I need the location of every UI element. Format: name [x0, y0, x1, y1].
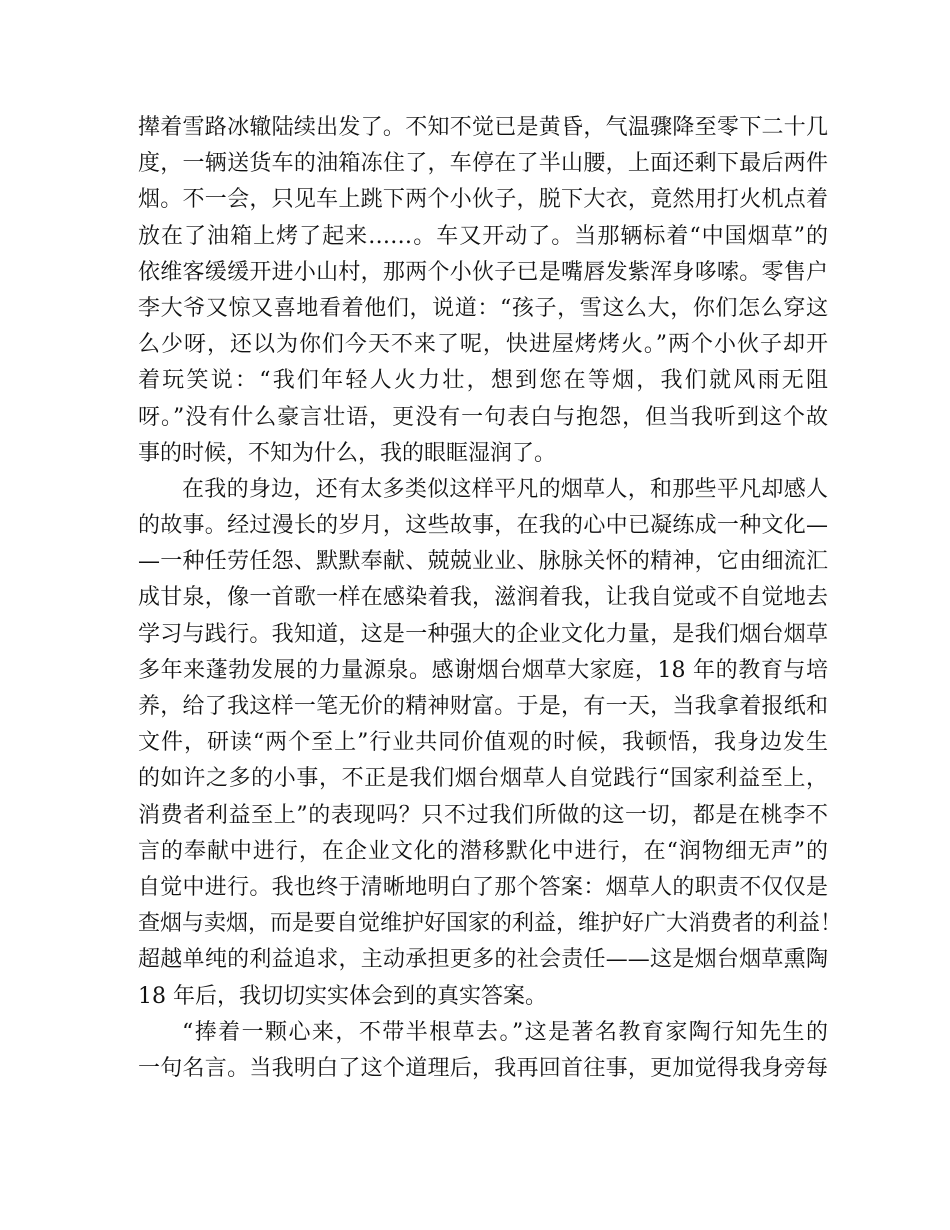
text-line: 18 年后，我切切实实体会到的真实答案。 [138, 983, 547, 1009]
text-line: 度，一辆送货车的油箱冻住了，车停在了半山腰，上面还剩下最后两件 [138, 151, 828, 177]
text-line: —一种任劳任怨、默默奉献、兢兢业业、脉脉关怀的精神，它由细流汇 [138, 549, 828, 575]
paragraph-first-line: 在我的身边，还有太多类似这样平凡的烟草人，和那些平凡却感人 [182, 476, 828, 502]
text-line: 言的奉献中进行，在企业文化的潜移默化中进行，在“润物细无声”的 [138, 838, 828, 864]
text-line: 自觉中进行。我也终于清晰地明白了那个答案：烟草人的职责不仅仅是 [138, 874, 828, 900]
text-line: 多年来蓬勃发展的力量源泉。感谢烟台烟草大家庭，18 年的教育与培 [138, 657, 828, 683]
text-line: 撵着雪路冰辙陆续出发了。不知不觉已是黄昏，气温骤降至零下二十几 [138, 115, 828, 140]
text-line: 着玩笑说：“我们年轻人火力壮，想到您在等烟，我们就风雨无阻 [138, 368, 828, 394]
text-line: 超越单纯的利益追求，主动承担更多的社会责任——这是烟台烟草熏陶 [138, 947, 828, 973]
text-line: 查烟与卖烟，而是要自觉维护好国家的利益，维护好广大消费者的利益！ [138, 911, 843, 937]
text-line: 放在了油箱上烤了起来……。车又开动了。当那辆标着“中国烟草”的 [138, 223, 828, 249]
text-line: 成甘泉，像一首歌一样在感染着我，滋润着我，让我自觉或不自觉地去 [138, 585, 828, 611]
text-line: 学习与践行。我知道，这是一种强大的企业文化力量，是我们烟台烟草 [138, 621, 828, 647]
text-line: 养，给了我这样一笔无价的精神财富。于是，有一天，当我拿着报纸和 [138, 694, 828, 719]
text-line: 的故事。经过漫长的岁月，这些故事，在我的心中已凝练成一种文化— [138, 513, 828, 539]
text-line: 一句名言。当我明白了这个道理后，我再回首往事，更加觉得我身旁每 [138, 1055, 828, 1081]
text-line: 的如许之多的小事，不正是我们烟台烟草人自觉践行“国家利益至上， [138, 766, 828, 792]
paragraph-first-line: “捧着一颗心来，不带半根草去。”这是著名教育家陶行知先生的 [182, 1019, 828, 1045]
text-line: 事的时候，不知为什么，我的眼眶湿润了。 [138, 440, 557, 466]
text-line: 依维客缓缓开进小山村，那两个小伙子已是嘴唇发紫浑身哆嗦。零售户 [138, 259, 828, 285]
text-line: 么少呀，还以为你们今天不来了呢，快进屋烤烤火。”两个小伙子却开 [138, 332, 828, 358]
text-line: 文件，研读“两个至上”行业共同价值观的时候，我顿悟，我身边发生 [138, 730, 828, 756]
text-line: 李大爷又惊又喜地看着他们，说道：“孩子，雪这么大，你们怎么穿这 [138, 295, 828, 321]
document-body [138, 110, 843, 1087]
text-line: 烟。不一会，只见车上跳下两个小伙子，脱下大衣，竟然用打火机点着 [138, 187, 828, 213]
text-line: 消费者利益至上”的表现吗？只不过我们所做的这一切，都是在桃李不 [138, 802, 828, 828]
text-line: 呀。”没有什么豪言壮语，更没有一句表白与抱怨，但当我听到这个故 [138, 404, 828, 430]
